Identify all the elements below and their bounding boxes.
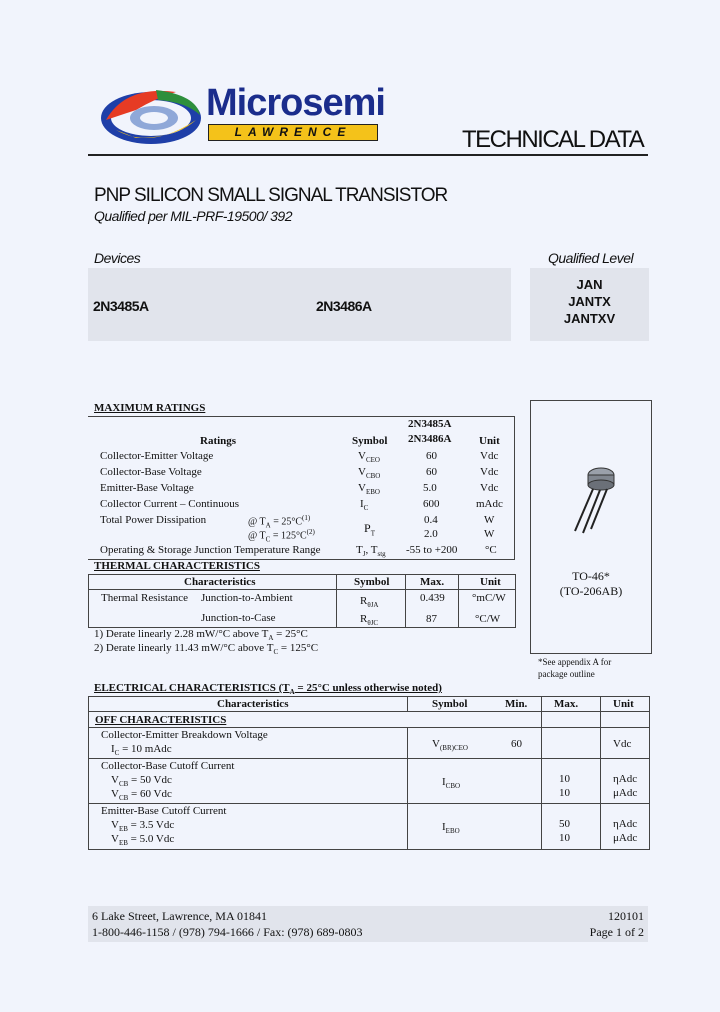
char-max: 50	[559, 818, 570, 830]
rating-label: Total Power Dissipation	[100, 514, 207, 526]
electrical-table	[88, 696, 650, 850]
thermal-max: 0.439	[420, 592, 445, 604]
char-title: Collector-Base Cutoff Current	[101, 760, 235, 772]
char-unit: μAdc	[613, 832, 638, 844]
char-symbol: $I_{CBO}$	[442, 776, 461, 791]
thermal-symbol: $R_{\theta JA}$	[360, 595, 379, 610]
rating-value: 5.0	[423, 482, 437, 494]
rating-symbol: $V_{CBO}$	[358, 466, 381, 481]
rating-label: Collector Current – Continuous	[100, 498, 240, 510]
derate-note: 1) Derate linearly 2.28 mW/°C above $T_A = 25^\circ C$	[94, 628, 308, 643]
qualified-level: JAN	[576, 277, 603, 292]
device-item: 2N3485A	[93, 298, 149, 314]
rating-label: Operating & Storage Junction Temperature Range	[100, 544, 321, 556]
char-max: 10	[559, 773, 570, 785]
brand-division: LAWRENCE	[208, 124, 378, 141]
thermal-unit: °C/W	[475, 613, 501, 625]
rating-value: 60	[426, 466, 437, 478]
max-ratings-table	[88, 416, 515, 560]
rating-symbol: $P_T$	[364, 521, 375, 538]
logo-swirl-icon	[96, 80, 206, 150]
transistor-package-icon	[567, 463, 627, 543]
char-unit: ηAdc	[613, 818, 638, 830]
rating-unit: Vdc	[480, 450, 499, 462]
rating-label: Emitter-Base Voltage	[100, 482, 194, 494]
col-characteristics: Characteristics	[184, 576, 256, 588]
qualified-levels-panel	[530, 268, 649, 341]
rating-symbol: $T_J$, $T_{stg}$	[356, 544, 386, 559]
rating-symbol: $V_{EBO}$	[358, 482, 380, 497]
char-unit: Vdc	[613, 738, 632, 750]
char-symbol: $I_{EBO}$	[442, 821, 460, 836]
footer-phone: 1-800-446-1158 / (978) 794-1666 / Fax: (978) 689-0803	[92, 925, 363, 939]
rating-label: Collector-Emitter Voltage	[100, 450, 214, 462]
footer-doc-code: 120101	[608, 909, 644, 923]
char-max: 10	[559, 787, 570, 799]
qualified-level: JANTXV	[563, 311, 616, 326]
off-characteristics-heading: OFF CHARACTERISTICS	[95, 714, 227, 726]
rating-unit: W	[484, 528, 495, 540]
char-condition: $V_{CB} = 60$ Vdc	[111, 788, 172, 803]
rating-value: 0.4	[424, 514, 438, 526]
char-condition: $V_{EB} = 3.5$ Vdc	[111, 819, 175, 834]
rating-label: Collector-Base Voltage	[100, 466, 202, 478]
package-alt-name: (TO-206AB)	[559, 584, 623, 598]
char-symbol: $V_{(BR)CEO}$	[432, 738, 468, 753]
char-condition: $V_{CB} = 50$ Vdc	[111, 774, 172, 789]
footer-page-number: Page 1 of 2	[589, 925, 644, 939]
qualified-level: JANTX	[568, 294, 611, 309]
char-title: Emitter-Base Cutoff Current	[101, 805, 227, 817]
max-ratings-heading: MAXIMUM RATINGS	[94, 402, 206, 414]
rating-unit: W	[484, 514, 495, 526]
char-unit: ηAdc	[613, 773, 638, 785]
thermal-char: Junction-to-Ambient	[201, 592, 293, 604]
char-condition: $I_C = 10$ mAdc	[111, 743, 172, 758]
page-subtitle: Qualified per MIL-PRF-19500/ 392	[94, 208, 292, 224]
thermal-max: 87	[426, 613, 437, 625]
col-characteristics: Characteristics	[217, 698, 289, 710]
rating-value: 600	[423, 498, 440, 510]
char-min: 60	[511, 738, 522, 750]
rating-symbol: $V_{CEO}$	[358, 450, 380, 465]
col-min: Min.	[505, 698, 528, 710]
col-max: Max.	[420, 576, 445, 588]
brand-name: Microsemi	[206, 82, 385, 124]
rating-value: 2.0	[424, 528, 438, 540]
col-dev-b: 2N3486A	[408, 433, 452, 445]
thermal-symbol: $R_{\theta JC}$	[360, 613, 379, 628]
thermal-char: Junction-to-Case	[201, 612, 276, 624]
doc-type: TECHNICAL DATA	[462, 126, 644, 153]
col-max: Max.	[554, 698, 579, 710]
rating-unit: Vdc	[480, 466, 499, 478]
thermal-table	[88, 574, 516, 628]
rating-symbol: $I_C$	[360, 498, 369, 513]
thermal-heading: THERMAL CHARACTERISTICS	[94, 560, 260, 572]
thermal-unit: °mC/W	[472, 592, 506, 604]
col-symbol: Symbol	[354, 576, 390, 588]
rating-value: 60	[426, 450, 437, 462]
devices-label: Devices	[94, 250, 141, 266]
rating-condition: @ $T_A = 25^\circ C^{(1)}$	[248, 514, 311, 530]
device-item: 2N3486A	[316, 298, 372, 314]
col-symbol: Symbol	[432, 698, 468, 710]
col-unit: Unit	[479, 435, 500, 447]
char-condition: $V_{EB} = 5.0$ Vdc	[111, 833, 175, 848]
col-ratings: Ratings	[200, 435, 237, 447]
footer	[88, 906, 648, 942]
package-name: TO-46*	[572, 569, 610, 583]
col-dev-a: 2N3485A	[408, 418, 452, 430]
char-unit: μAdc	[613, 787, 638, 799]
header-rule	[88, 154, 648, 156]
thermal-label: Thermal Resistance	[101, 592, 189, 604]
page-title: PNP SILICON SMALL SIGNAL TRANSISTOR	[94, 185, 448, 206]
col-unit: Unit	[480, 576, 501, 588]
rating-value: -55 to +200	[406, 544, 458, 556]
char-max: 10	[559, 832, 570, 844]
col-unit: Unit	[613, 698, 634, 710]
footer-address: 6 Lake Street, Lawrence, MA 01841	[92, 909, 267, 923]
electrical-heading: ELECTRICAL CHARACTERISTICS ($T_A = 25^\circ C$ unless otherwise noted)	[94, 682, 442, 697]
rating-condition: @ $T_C = 125^\circ C^{(2)}$	[248, 528, 315, 544]
package-footnote: *See appendix A for	[538, 657, 612, 667]
char-title: Collector-Emitter Breakdown Voltage	[101, 729, 268, 741]
rating-unit: mAdc	[476, 498, 503, 510]
col-symbol: Symbol	[352, 435, 388, 447]
devices-panel	[88, 268, 511, 341]
rating-unit: Vdc	[480, 482, 499, 494]
qualified-level-label: Qualified Level	[548, 250, 634, 266]
rating-unit: °C	[485, 544, 497, 556]
company-logo	[96, 80, 386, 150]
derate-note: 2) Derate linearly 11.43 mW/°C above $T_C = 125^\circ C$	[94, 642, 319, 657]
package-footnote: package outline	[538, 669, 595, 679]
package-box	[530, 400, 652, 654]
